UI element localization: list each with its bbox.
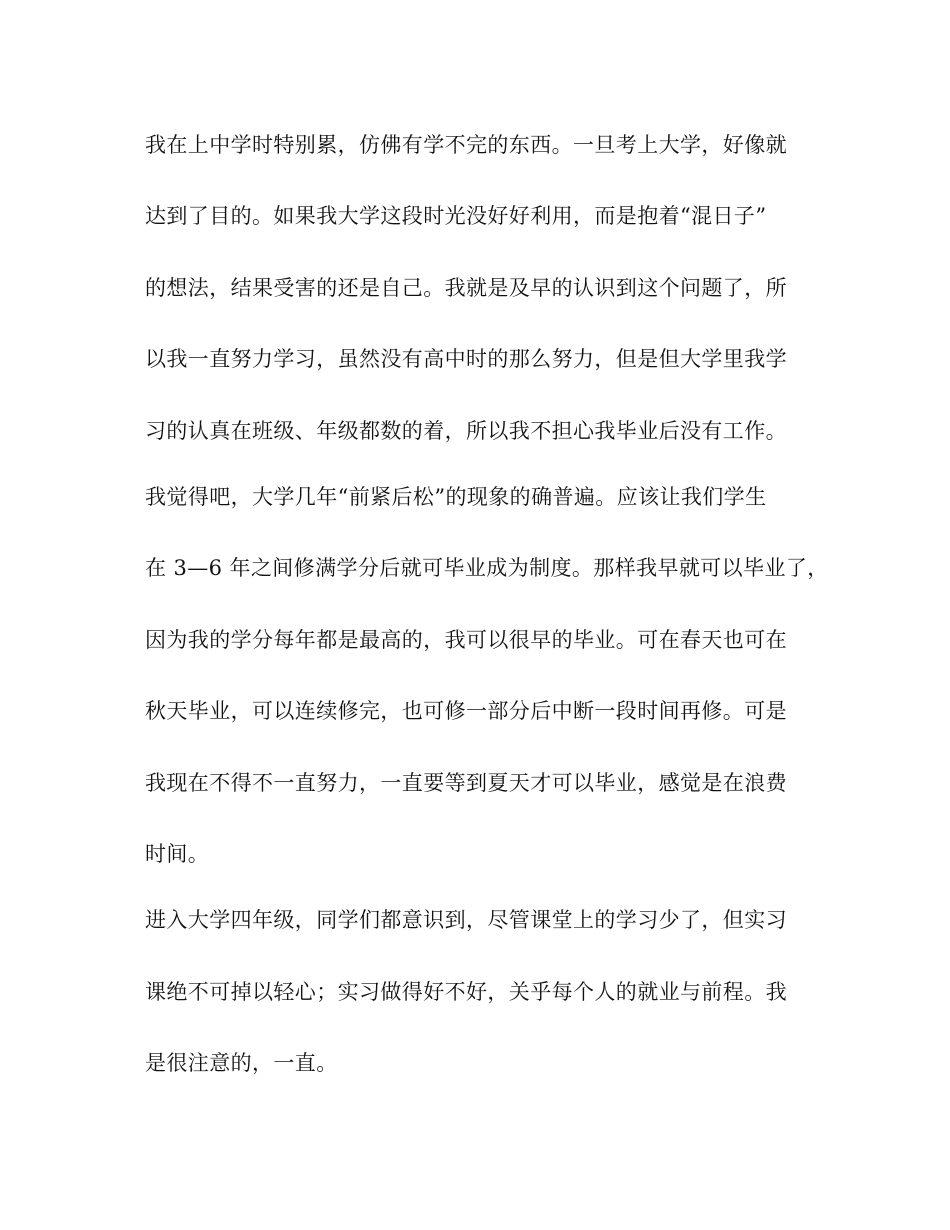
text-line: 时间。 xyxy=(145,842,210,866)
text-line: 课绝不可掉以轻心；实习做得好不好，关乎每个人的就业与前程。我 xyxy=(145,980,787,1004)
text-line: 我在上中学时特别累，仿佛有学不完的东西。一旦考上大学，好像就 xyxy=(145,133,787,157)
text-line: 是很注意的，一直。 xyxy=(145,1051,338,1075)
text-line: 秋天毕业，可以连续修完，也可修一部分后中断一段时间再修。可是 xyxy=(145,699,787,723)
text-line: 我现在不得不一直努力，一直要等到夏天才可以毕业，感觉是在浪费 xyxy=(145,771,787,795)
text-line: 进入大学四年级，同学们都意识到，尽管课堂上的学习少了，但实习 xyxy=(145,908,787,932)
text-line: 的想法，结果受害的还是自己。我就是及早的认识到这个问题了，所 xyxy=(145,276,787,300)
text-line: 我觉得吧，大学几年“前紧后松”的现象的确普遍。应该让我们学生 xyxy=(145,485,767,509)
text-line: 习的认真在班级、年级都数的着，所以我不担心我毕业后没有工作。 xyxy=(145,419,787,443)
text-line: 以我一直努力学习，虽然没有高中时的那么努力，但是但大学里我学 xyxy=(145,347,787,371)
text-line: 因为我的学分每年都是最高的，我可以很早的毕业。可在春天也可在 xyxy=(145,628,787,652)
text-line: 在 3—6 年之间修满学分后就可毕业成为制度。那样我早就可以毕业了， xyxy=(145,556,829,580)
text-line: 达到了目的。如果我大学这段时光没好好利用，而是抱着“混日子” xyxy=(145,204,767,228)
